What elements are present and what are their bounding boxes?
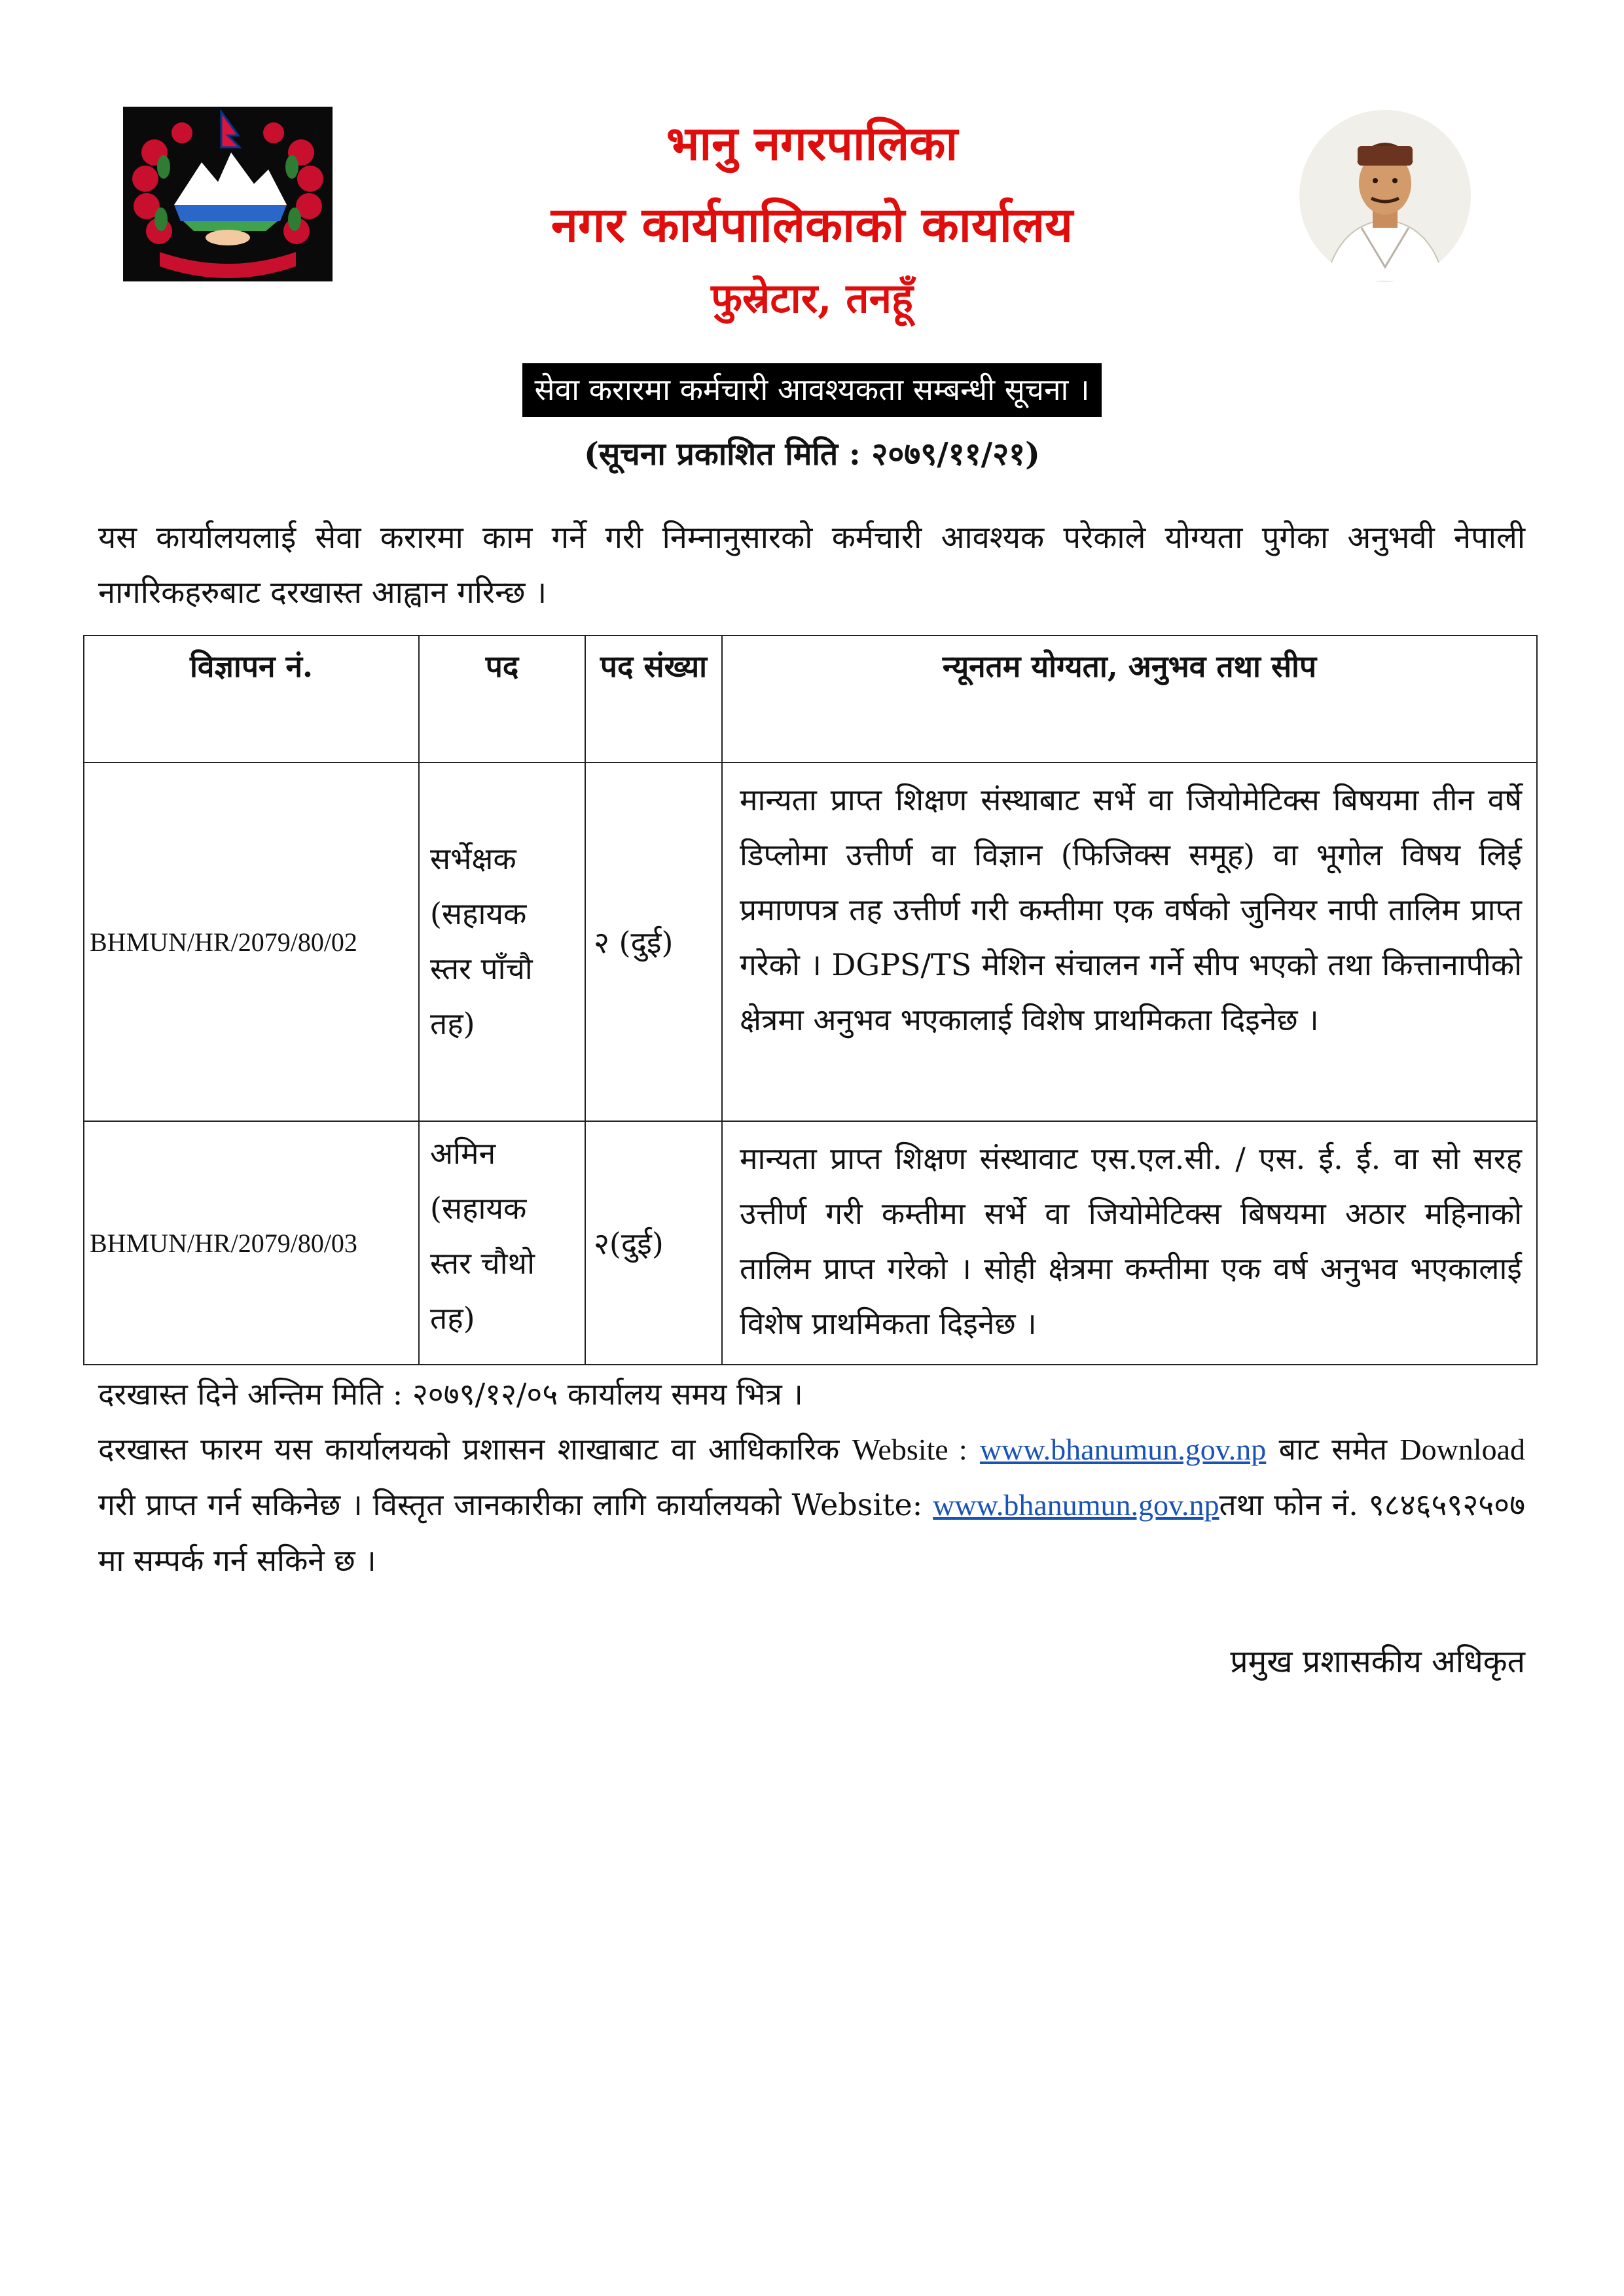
qualification: मान्यता प्राप्त शिक्षण संस्थावाट एस.एल.सी. / एस. ई. ई. वा सो सरह उत्तीर्ण गरी कम्तीमा सर्भे वा जियोमेटिक्स बिषयमा अठार महिनाको तालिम प्राप्त गरेको । सोही क्षेत्रमा कम्तीमा एक वर्ष अनुभव भएकालाई विशेष प्राथमिकता दिइनेछ ।	[722, 1121, 1537, 1365]
application-deadline: दरखास्त दिने अन्तिम मिति : २०७९/१२/०५ कार्यालय समय भित्र ।	[98, 1376, 803, 1412]
website-label: Website :	[852, 1433, 967, 1466]
table-header-row	[84, 636, 1537, 762]
publication-date: (सूचना प्रकाशित मिति : २०७९/११/२१)	[584, 436, 1040, 473]
vacancy-table	[83, 635, 1538, 1365]
table-row	[84, 1121, 1537, 1365]
application-text-3: गरी प्राप्त गर्न सकिनेछ । विस्तृत जानकारीका लागि कार्यालयको Website:	[98, 1487, 923, 1522]
download-word: Download	[1399, 1433, 1525, 1466]
office-name: नगर कार्यपालिकाको कार्यालय	[550, 197, 1074, 253]
application-text-2: बाट समेत	[1278, 1431, 1388, 1467]
post-count: २(दुई)	[585, 1121, 722, 1365]
application-text-1: दरखास्त फारम यस कार्यालयको प्रशासन शाखाबाट वा आधिकारिक	[98, 1431, 840, 1467]
municipality-name: भानु नगरपालिका	[666, 115, 958, 171]
application-info	[98, 1422, 1525, 1588]
post-name: सर्भेक्षक (सहायक स्तर पाँचौ तह)	[419, 762, 585, 1121]
website-link-2[interactable]: www.bhanumun.gov.np	[933, 1488, 1219, 1522]
application-text-4: तथा फोन नं. ९८४६५९२५०७ मा सम्पर्क गर्न सकिने छ ।	[98, 1487, 1525, 1578]
post-name: अमिन (सहायक स्तर चौथो तह)	[419, 1121, 585, 1365]
notice-title: सेवा करारमा कर्मचारी आवश्यकता सम्बन्धी सूचना ।	[522, 363, 1101, 417]
header-qualification: न्यूनतम योग्यता, अनुभव तथा सीप	[722, 636, 1537, 762]
qualification: मान्यता प्राप्त शिक्षण संस्थाबाट सर्भे वा जियोमेटिक्स बिषयमा तीन वर्षे डिप्लोमा उत्तीर्ण वा विज्ञान (फिजिक्स समूह) वा भूगोल विषय लिई प्रमाणपत्र तह उत्तीर्ण गरी कम्तीमा एक वर्षको जुनियर नापी तालिम प्राप्त गरेको । DGPS/TS मेशिन संचालन गर्ने सीप भएको तथा कित्तानापीको क्षेत्रमा अनुभव भएकालाई विशेष प्राथमिकता दिइनेछ ।	[722, 762, 1537, 1121]
notice-title-container	[0, 363, 1624, 417]
signatory-title: प्रमुख प्रशासकीय अधिकृत	[1230, 1643, 1525, 1680]
office-location: फुस्रेटार, तनहूँ	[711, 274, 913, 322]
ad-number: BHMUN/HR/2079/80/02	[84, 762, 419, 1121]
post-count: २ (दुई)	[585, 762, 722, 1121]
intro-paragraph: यस कार्यालयलाई सेवा करारमा काम गर्ने गरी निम्नानुसारको कर्मचारी आवश्यक परेकाले योग्यता पुगेका अनुभवी नेपाली नागरिकहरुबाट दरखास्त आह्वान गरिन्छ ।	[98, 520, 1525, 611]
website-link-1[interactable]: www.bhanumun.gov.np	[979, 1433, 1267, 1466]
header-post: पद	[419, 636, 585, 762]
ad-number: BHMUN/HR/2079/80/03	[84, 1121, 419, 1365]
header-ad-no: विज्ञापन नं.	[84, 636, 419, 762]
table-row	[84, 762, 1537, 1121]
header-count: पद संख्या	[585, 636, 722, 762]
